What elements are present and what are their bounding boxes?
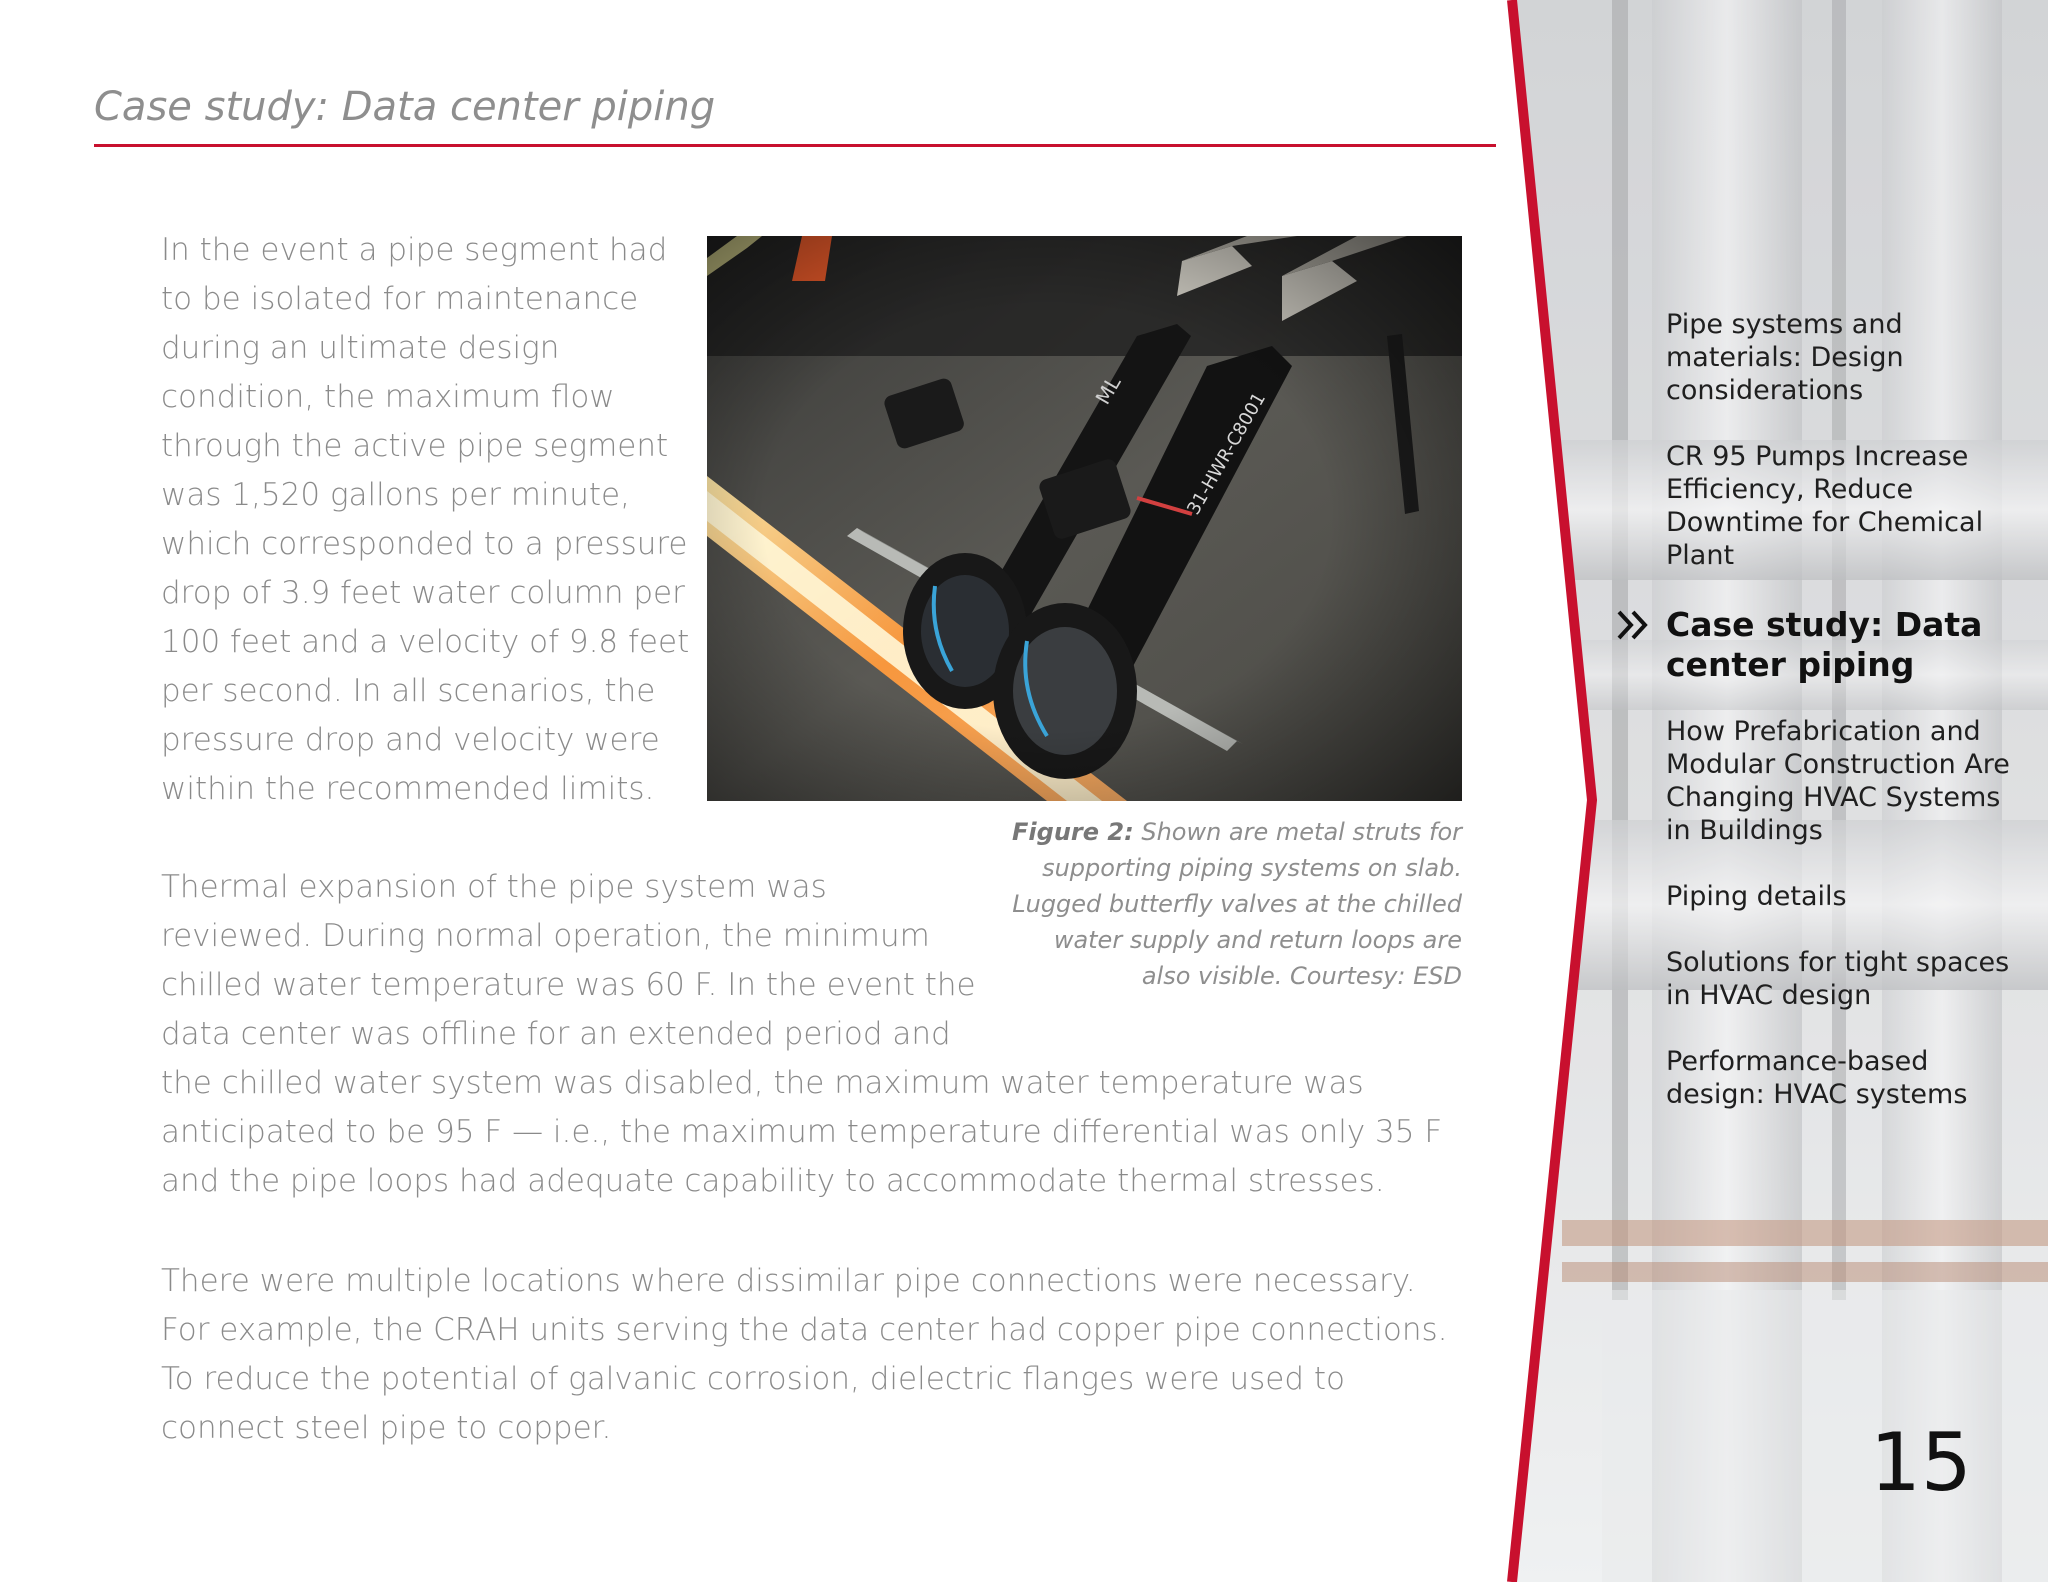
toc-item-prefabrication[interactable]: How Prefabrication and Modular Construction Are Changing HVAC Systems in Buildings bbox=[1666, 716, 2010, 846]
double-chevron-right-icon bbox=[1616, 609, 1650, 641]
toc-item-pipe-systems[interactable]: Pipe systems and materials: Design considerations bbox=[1666, 309, 1904, 406]
toc-item-piping-details[interactable]: Piping details bbox=[1666, 881, 1847, 912]
table-of-contents bbox=[1666, 308, 2026, 1144]
toc-item-tight-spaces[interactable]: Solutions for tight spaces in HVAC design bbox=[1666, 947, 2010, 1011]
caption-wrap-spacer bbox=[981, 863, 1461, 1059]
paragraph-2: Thermal expansion of the pipe system was reviewed. During normal operation, the minimum chilled water temperature was 60 F. In the event the data center was offline for an extended period and the chilled water system was disabled, the maximum water temperature was anticipated to be 95 F — i.e., the maximum temperature differential was only 35 F and the pipe loops had adequate capability to accommodate thermal stresses. bbox=[161, 869, 1443, 1199]
toc-item-active-label: Case study: Data center piping bbox=[1666, 605, 1983, 684]
paragraph-1: In the event a pipe segment had to be isolated for maintenance during an ultimate design condition, the maximum flow through the active pipe segment was 1,520 gallons per minute, which corresponded to a pressure drop of 3.9 feet water column per 100 feet and a velocity of 9.8 feet per second. In all scenarios, the pressure drop and velocity were within the recommended limits. bbox=[161, 232, 690, 807]
paragraph-2-container bbox=[161, 863, 1461, 1206]
figure-caption-text: Shown are metal struts for supporting piping systems on slab. Lugged butterfly valves at the chilled water supply and return loops are also visible. Courtesy: ESD bbox=[1012, 818, 1462, 990]
figure-2-photo bbox=[707, 236, 1462, 801]
toc-item-case-study-active[interactable] bbox=[1666, 605, 2026, 685]
page-title: Case study: Data center piping bbox=[94, 84, 716, 130]
figure-caption-label: Figure 2: bbox=[1012, 818, 1134, 846]
toc-item-cr95-pumps[interactable]: CR 95 Pumps Increase Efficiency, Reduce Downtime for Chemical Plant bbox=[1666, 441, 1984, 571]
toc-item-performance-based[interactable]: Performance-based design: HVAC systems bbox=[1666, 1046, 1968, 1110]
page-number: 15 bbox=[1870, 1416, 1972, 1509]
sidebar bbox=[1502, 0, 2048, 1582]
paragraph-3: There were multiple locations where dissimilar pipe connections were necessary. For example, the CRAH units serving the data center had copper pipe connections. To reduce the potential of galvanic corrosion, dielectric flanges were used to connect steel pipe to copper. bbox=[161, 1263, 1448, 1446]
title-divider bbox=[94, 144, 1496, 147]
